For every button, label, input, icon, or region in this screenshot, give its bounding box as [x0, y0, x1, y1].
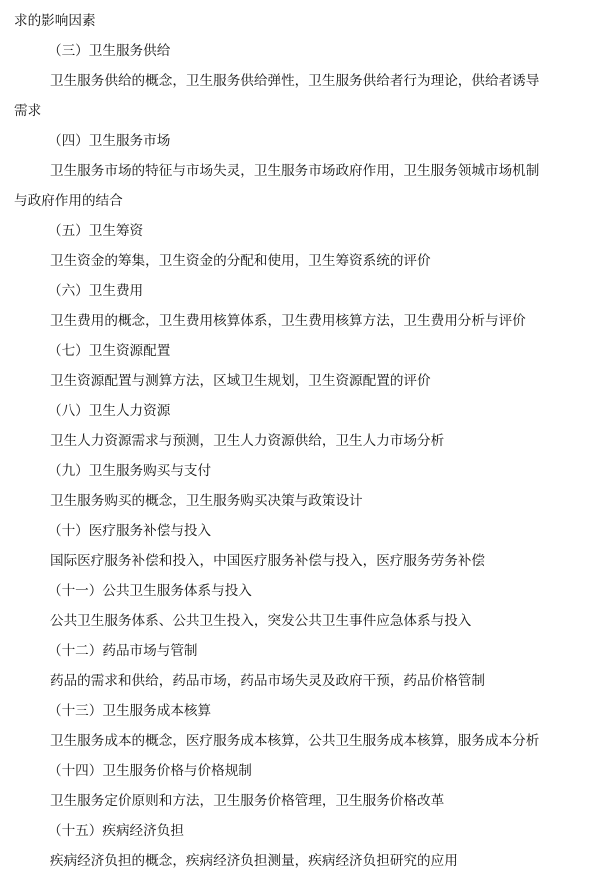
section-11 — [14, 584, 594, 629]
section-heading: （十五）疾病经济负担 — [48, 823, 184, 839]
section-body-line: 国际医疗服务补偿和投入，中国医疗服务补偿与投入，医疗服务劳务补偿 — [50, 553, 485, 569]
section-heading: （九）卫生服务购买与支付 — [48, 463, 212, 479]
section-body-line: 与政府作用的结合 — [14, 193, 123, 209]
section-heading: （五）卫生筹资 — [48, 223, 144, 239]
section-body-line: 卫生服务定价原则和方法，卫生服务价格管理，卫生服务价格改革 — [50, 793, 445, 809]
section-13 — [14, 704, 594, 749]
section-12 — [14, 644, 594, 689]
section-body-line: 公共卫生服务体系、公共卫生投入，突发公共卫生事件应急体系与投入 — [50, 613, 472, 629]
section-body-line: 卫生服务购买的概念，卫生服务购买决策与政策设计 — [50, 493, 363, 509]
section-body-line: 卫生资源配置与测算方法，区域卫生规划，卫生资源配置的评价 — [50, 373, 431, 389]
section-heading: （三）卫生服务供给 — [48, 43, 171, 59]
section-body-line: 药品的需求和供给，药品市场，药品市场失灵及政府干预，药品价格管制 — [50, 673, 485, 689]
section-body-line: 需求 — [14, 103, 42, 119]
section-heading: （十四）卫生服务价格与价格规制 — [48, 763, 252, 779]
section-heading: （六）卫生费用 — [48, 283, 144, 299]
section-3 — [14, 44, 594, 119]
section-heading: （八）卫生人力资源 — [48, 403, 171, 419]
section-heading: （十二）药品市场与管制 — [48, 643, 198, 659]
section-body-line: 卫生资金的筹集，卫生资金的分配和使用，卫生筹资系统的评价 — [50, 253, 431, 269]
section-heading: （十一）公共卫生服务体系与投入 — [48, 583, 252, 599]
section-15 — [14, 824, 594, 869]
section-body-line: 卫生服务市场的特征与市场失灵，卫生服务市场政府作用，卫生服务领城市场机制 — [50, 163, 540, 179]
section-9 — [14, 464, 594, 509]
section-heading: （十）医疗服务补偿与投入 — [48, 523, 212, 539]
section-heading: （七）卫生资源配置 — [48, 343, 171, 359]
intro-line: 求的影响因素 — [14, 13, 96, 29]
section-body-line: 卫生服务供给的概念，卫生服务供给弹性，卫生服务供给者行为理论，供给者诱导 — [50, 73, 540, 89]
section-body-line: 卫生费用的概念，卫生费用核算体系，卫生费用核算方法，卫生费用分析与评价 — [50, 313, 526, 329]
section-4 — [14, 134, 594, 209]
section-body-line: 卫生人力资源需求与预测，卫生人力资源供给，卫生人力市场分析 — [50, 433, 445, 449]
section-5 — [14, 224, 594, 269]
section-7 — [14, 344, 594, 389]
section-8 — [14, 404, 594, 449]
section-10 — [14, 524, 594, 569]
section-heading: （四）卫生服务市场 — [48, 133, 171, 149]
section-body-line: 疾病经济负担的概念，疾病经济负担测量，疾病经济负担研究的应用 — [50, 853, 458, 869]
section-14 — [14, 764, 594, 809]
section-heading: （十三）卫生服务成本核算 — [48, 703, 212, 719]
section-6 — [14, 284, 594, 329]
section-body-line: 卫生服务成本的概念，医疗服务成本核算，公共卫生服务成本核算，服务成本分析 — [50, 733, 540, 749]
